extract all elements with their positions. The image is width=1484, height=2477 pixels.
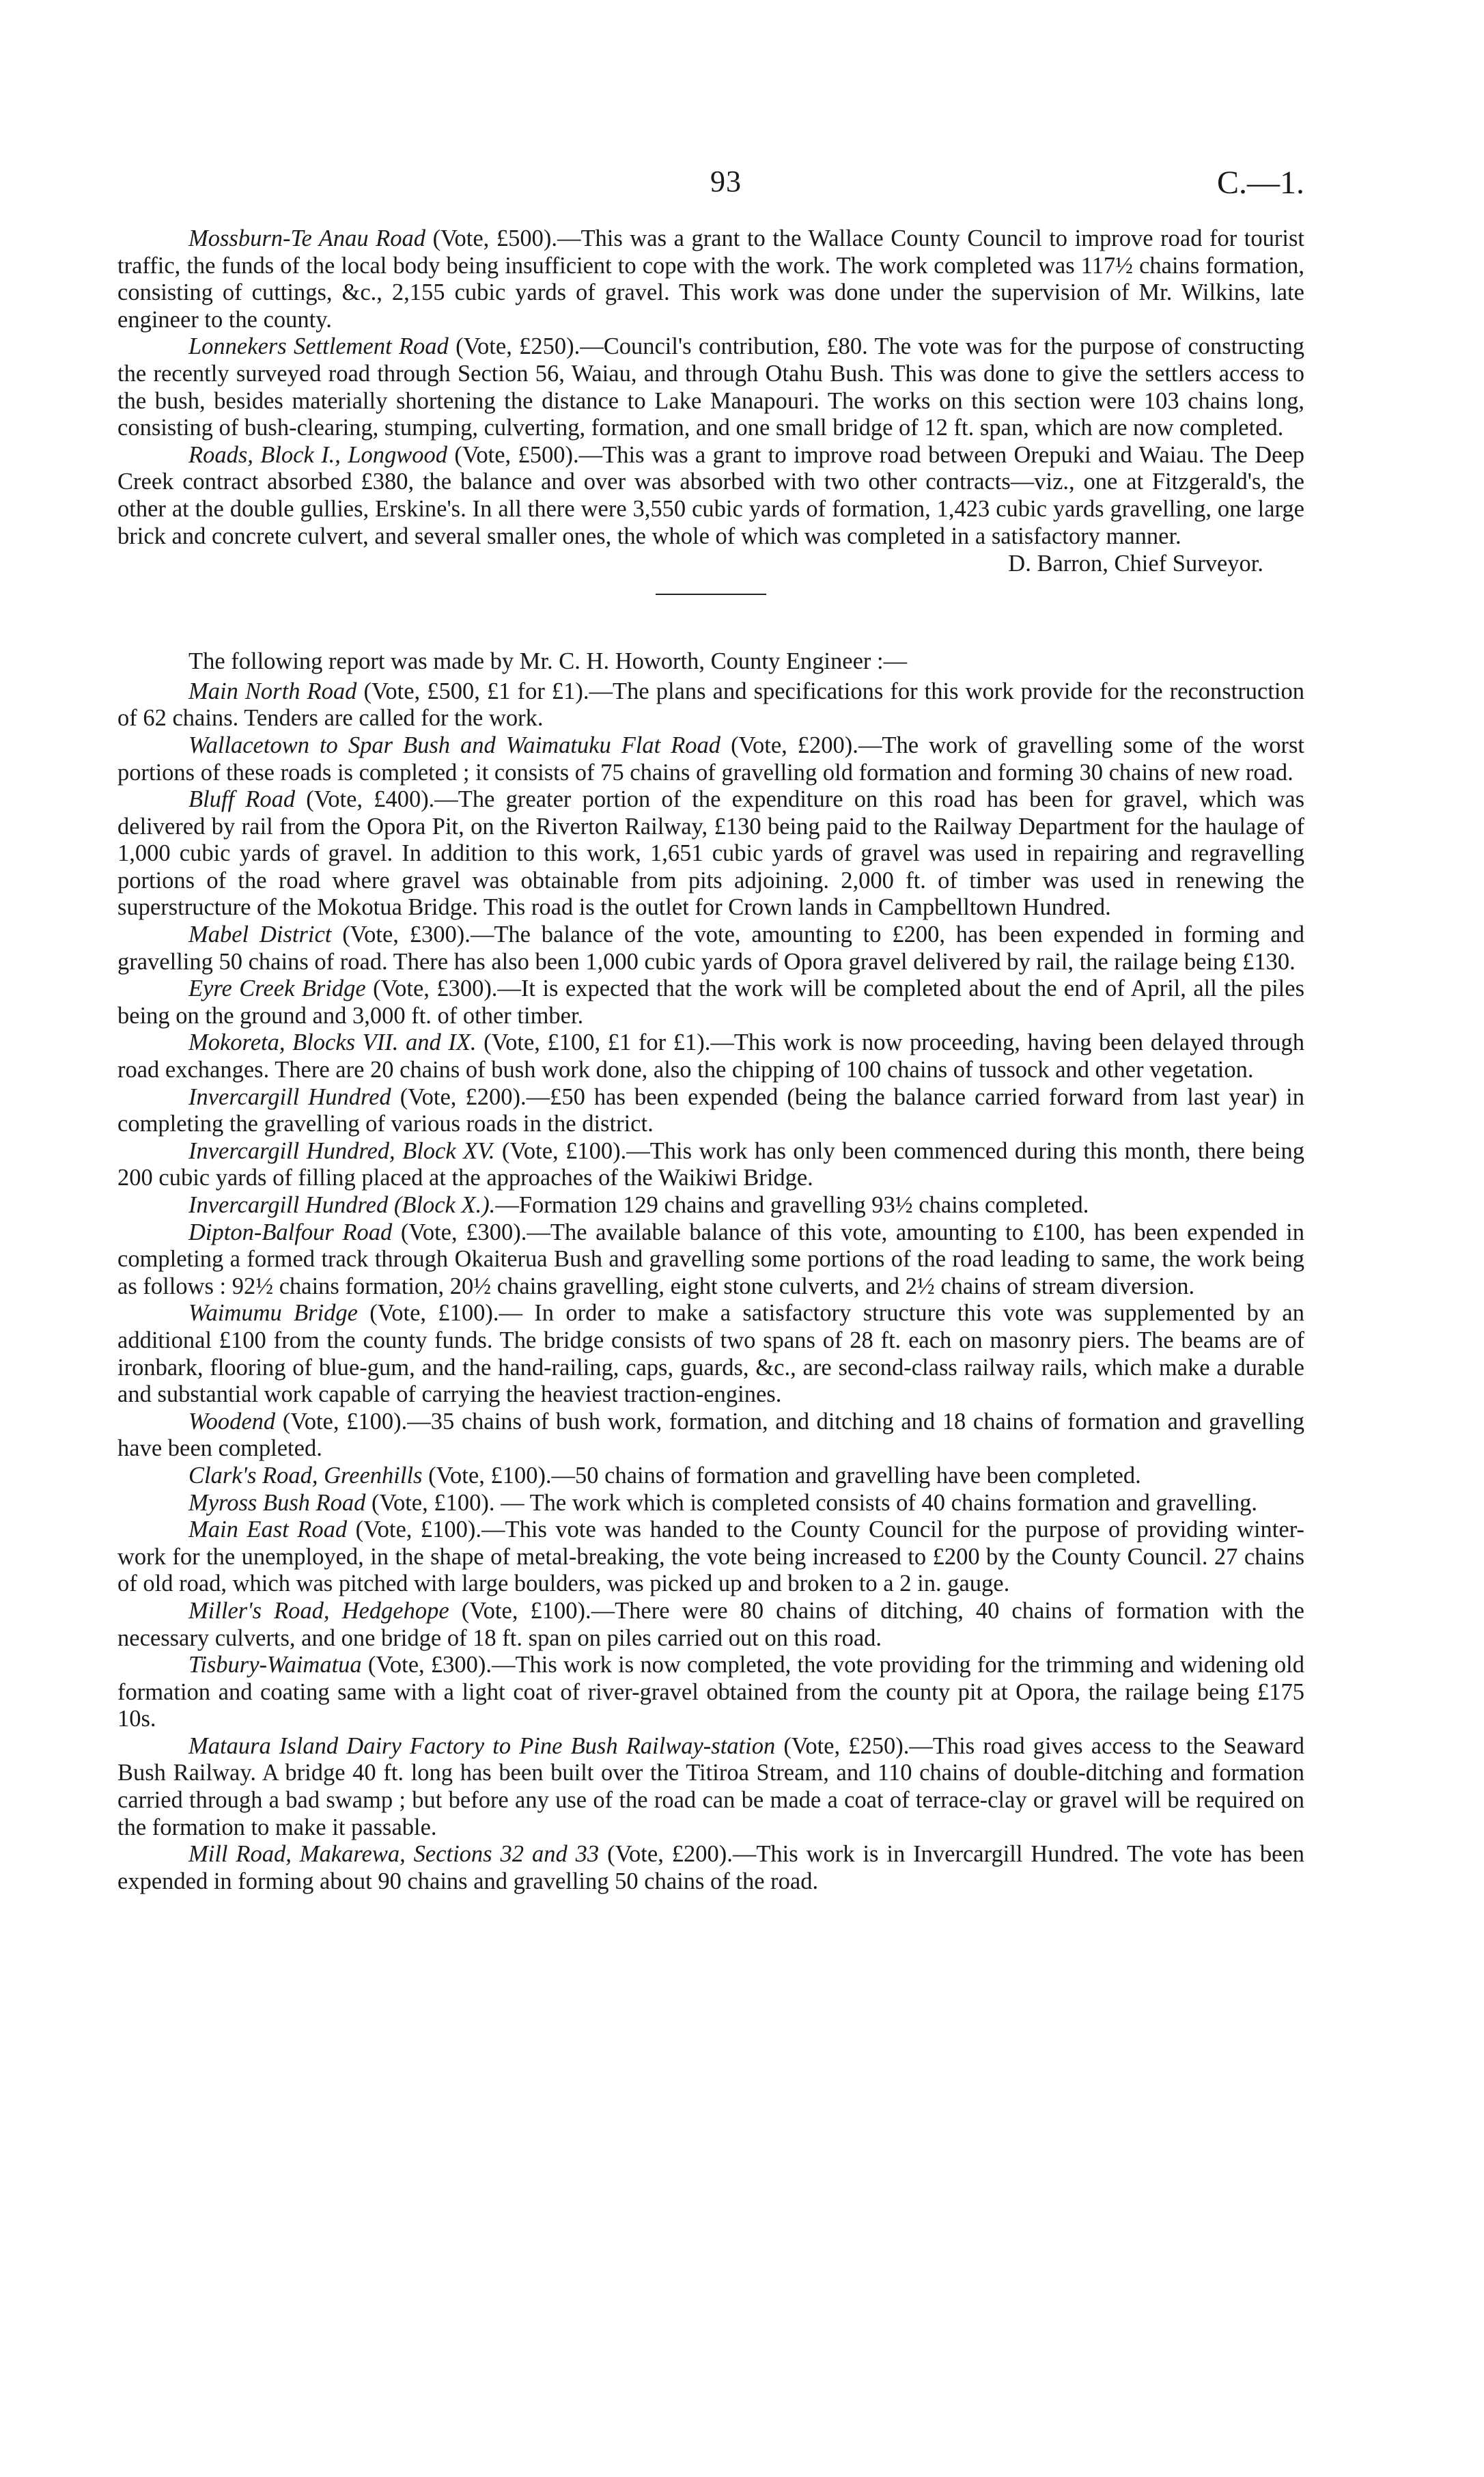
paragraph-text: (Vote, £250).—This road gives access to the Seaward Bush Railway. A bridge 40 ft. long has been built over the Titiroa Stream, and 110 chains of double-ditching and formation carried through a bad swamp ; but before any use of the road can be made a coat of terrace-clay or gravel will be required on the formation to make it passable. [117,1732,1304,1840]
paragraph [117,975,1304,1029]
paragraph [117,1138,1304,1192]
paragraph-text: (Vote, £300).—The available balance of this vote, amounting to £100, has been expended in completing a formed track through Okaiterua Bush and gravelling some portions of the road leading to same, the work being as follows : 92½ chains formation, 20½ chains gravelling, eight stone culverts, and 2½ chains of stream diversion. [117,1219,1304,1299]
paragraph-text: (Vote, £300).—It is expected that the work will be completed about the end of April, all the piles being on the ground and 3,000 ft. of other timber. [117,975,1304,1029]
paragraph-text: (Vote, £200).—This work is in Invercargill Hundred. The vote has been expended in forming about 90 chains and gravelling 50 chains of the road. [117,1841,1304,1894]
paragraph-text: (Vote, £400).—The greater portion of the expenditure on this road has been for gravel, which was delivered by rail from the Opora Pit, on the Riverton Railway, £130 being paid to the Railway Department for the haulage of 1,000 cubic yards of gravel. In addition to this work, 1,651 cubic yards of gravel was used in repairing and regravelling portions of the road where gravel was obtainable from pits adjoining. 2,000 ft. of timber was used in renewing the superstructure of the Mokotua Bridge. This road is the outlet for Crown lands in Campbelltown Hundred. [117,786,1304,921]
paragraph [117,1598,1304,1652]
paragraph-text: (Vote, £300).—This work is now completed, the vote providing for the trimming and widening old formation and coating same with a light coat of river-gravel obtained from the county pit at Opora, the railage being £175 10s. [117,1652,1304,1732]
page-number: 93 [710,165,742,198]
paragraph-text: —Formation 129 chains and gravelling 93½ chains completed. [495,1192,1089,1218]
paragraph [117,225,1304,333]
paragraph-text: (Vote, £500).—This was a grant to the Wallace County Council to improve road for tourist traffic, the funds of the local body being insufficient to cope with the work. The work completed was 117½ chains formation, consisting of cuttings, &c., 2,155 cubic yards of gravel. This work was done under the supervision of Mr. Wilkins, late engineer to the county. [117,225,1304,333]
paragraph-heading: Miller's Road, Hedgehope [188,1597,449,1624]
paragraph-text: (Vote, £100, £1 for £1).—This work is now proceeding, having been delayed through road exchanges. There are 20 chains of bush work done, also the chipping of 100 chains of tussock and other vegetation. [117,1029,1305,1083]
paragraph-text: (Vote, £200).—£50 has been expended (being the balance carried forward from last year) in completing the gravelling of various roads in the district. [117,1083,1304,1137]
paragraph [117,786,1304,922]
paragraph [117,922,1304,975]
paragraph-text: (Vote, £100).—35 chains of bush work, formation, and ditching and 18 chains of formation and gravelling have been completed. [117,1408,1304,1462]
paragraph [117,1652,1304,1733]
paragraph-text: (Vote, £500, £1 for £1).—The plans and specifications for this work provide for the reconstruction of 62 chains. Tenders are called for the work. [117,678,1304,732]
paragraph-heading: Lonnekers Settlement Road [188,333,449,360]
paragraph-heading: Invercargill Hundred [188,1083,391,1110]
paragraph-text: (Vote, £100).— In order to make a satisfactory structure this vote was supplemented by an additional £100 from the county funds. The bridge consists of two spans of 28 ft. each on masonry piers. The beams are of ironbark, flooring of blue-gum, and the hand-railing, caps, guards, &c., are second-class railway rails, which make a durable and substantial work capable of carrying the heaviest traction-engines. [117,1300,1304,1408]
paragraph-heading: Bluff Road [188,786,296,813]
chief-surveyor-report [117,225,1304,577]
document-page [117,164,1304,1895]
paragraph-heading: Roads, Block I., Longwood [188,441,448,468]
paragraph [117,1841,1304,1895]
paragraph-heading: Main East Road [188,1517,348,1543]
paragraph-text: (Vote, £100).—This work has only been commenced during this month, there being 200 cubic yards of filling placed at the approaches of the Waikiwi Bridge. [117,1137,1304,1191]
signature: D. Barron, Chief Surveyor. [1008,551,1263,577]
document-code: C.—1. [1216,165,1304,201]
paragraph-heading: Mossburn-Te Anau Road [188,225,425,251]
paragraph-heading: Tisbury-Waimatua [188,1652,362,1678]
report-intro: The following report was made by Mr. C. H. Howorth, County Engineer :— [188,648,908,675]
paragraph [117,678,1304,732]
paragraph [117,333,1304,441]
paragraph [117,1490,1304,1517]
paragraph-text: (Vote, £100).—This vote was handed to the County Council for the purpose of providing winter-work for the unemployed, in the shape of metal-breaking, the vote being increased to £200 by the County Council. 27 chains of old road, which was pitched with large boulders, was picked up and broken to a 2 in. gauge. [117,1517,1304,1597]
paragraph-heading: Dipton-Balfour Road [188,1219,393,1245]
paragraph-heading: Myross Bush Road [188,1489,366,1516]
paragraph [117,1409,1304,1463]
county-engineer-report [117,648,1304,1895]
paragraph-heading: Mataura Island Dairy Factory to Pine Bush Railway-station [188,1732,776,1759]
paragraph-heading: Wallacetown to Spar Bush and Waimatuku Flat Road [188,732,721,758]
paragraph [117,1733,1304,1841]
paragraph-heading: Invercargill Hundred, Block XV. [188,1137,495,1164]
paragraph-text: (Vote, £100).—There were 80 chains of ditching, 40 chains of formation with the necessary culverts, and one bridge of 18 ft. span on piles carried out on this road. [117,1597,1304,1651]
section-divider [656,594,766,595]
paragraph [117,1517,1304,1598]
paragraph-heading: Mabel District [188,922,332,948]
paragraph-text: (Vote, £100).—50 chains of formation and gravelling have been completed. [422,1462,1141,1489]
paragraph [117,732,1304,786]
paragraph-text: (Vote, £100). — The work which is completed consists of 40 chains formation and gravelling. [365,1489,1258,1516]
paragraph [117,1300,1304,1408]
paragraph [117,1463,1304,1490]
paragraph-text: (Vote, £500).—This was a grant to improve road between Orepuki and Waiau. The Deep Creek contract absorbed £380, the balance and over was absorbed with two other contracts—viz., one at Fitzgerald's, the other at the double gullies, Erskine's. In all there were 3,550 cubic yards of formation, 1,423 cubic yards gravelling, one large brick and concrete culvert, and several smaller ones, the whole of which was completed in a satisfactory manner. [117,441,1304,549]
paragraph-heading: Waimumu Bridge [188,1300,358,1327]
paragraph [117,1192,1304,1219]
page-header [117,164,1304,225]
paragraph-text: (Vote, £200).—The work of gravelling some of the worst portions of these roads is completed ; it consists of 75 chains of gravelling old formation and forming 30 chains of new road. [117,732,1304,786]
paragraph-heading: Mokoreta, Blocks VII. and IX. [188,1029,477,1056]
paragraph-text: (Vote, £250).—Council's contribution, £80. The vote was for the purpose of constructing the recently surveyed road through Section 56, Waiau, and through Otahu Bush. This was done to give the settlers access to the bush, besides materially shortening the distance to Lake Manapouri. The works on this section were 103 chains long, consisting of bush-clearing, stumping, culverting, formation, and one small bridge of 12 ft. span, which are now completed. [117,333,1304,441]
paragraph-heading: Main North Road [188,678,357,704]
paragraph [117,1219,1304,1301]
paragraph-heading: Clark's Road, Greenhills [188,1462,423,1489]
paragraph-heading: Mill Road, Makarewa, Sections 32 and 33 [188,1841,600,1868]
paragraph [117,1029,1304,1083]
paragraph-heading: Eyre Creek Bridge [188,975,366,1002]
paragraph [117,442,1304,550]
paragraph-text: (Vote, £300).—The balance of the vote, amounting to £200, has been expended in forming and gravelling 50 chains of road. There has also been 1,000 cubic yards of Opora gravel delivered by rail, the railage being £130. [117,922,1304,975]
paragraph-heading: Invercargill Hundred (Block X.). [188,1192,496,1218]
paragraph-heading: Woodend [188,1408,276,1435]
paragraph [117,1084,1304,1138]
